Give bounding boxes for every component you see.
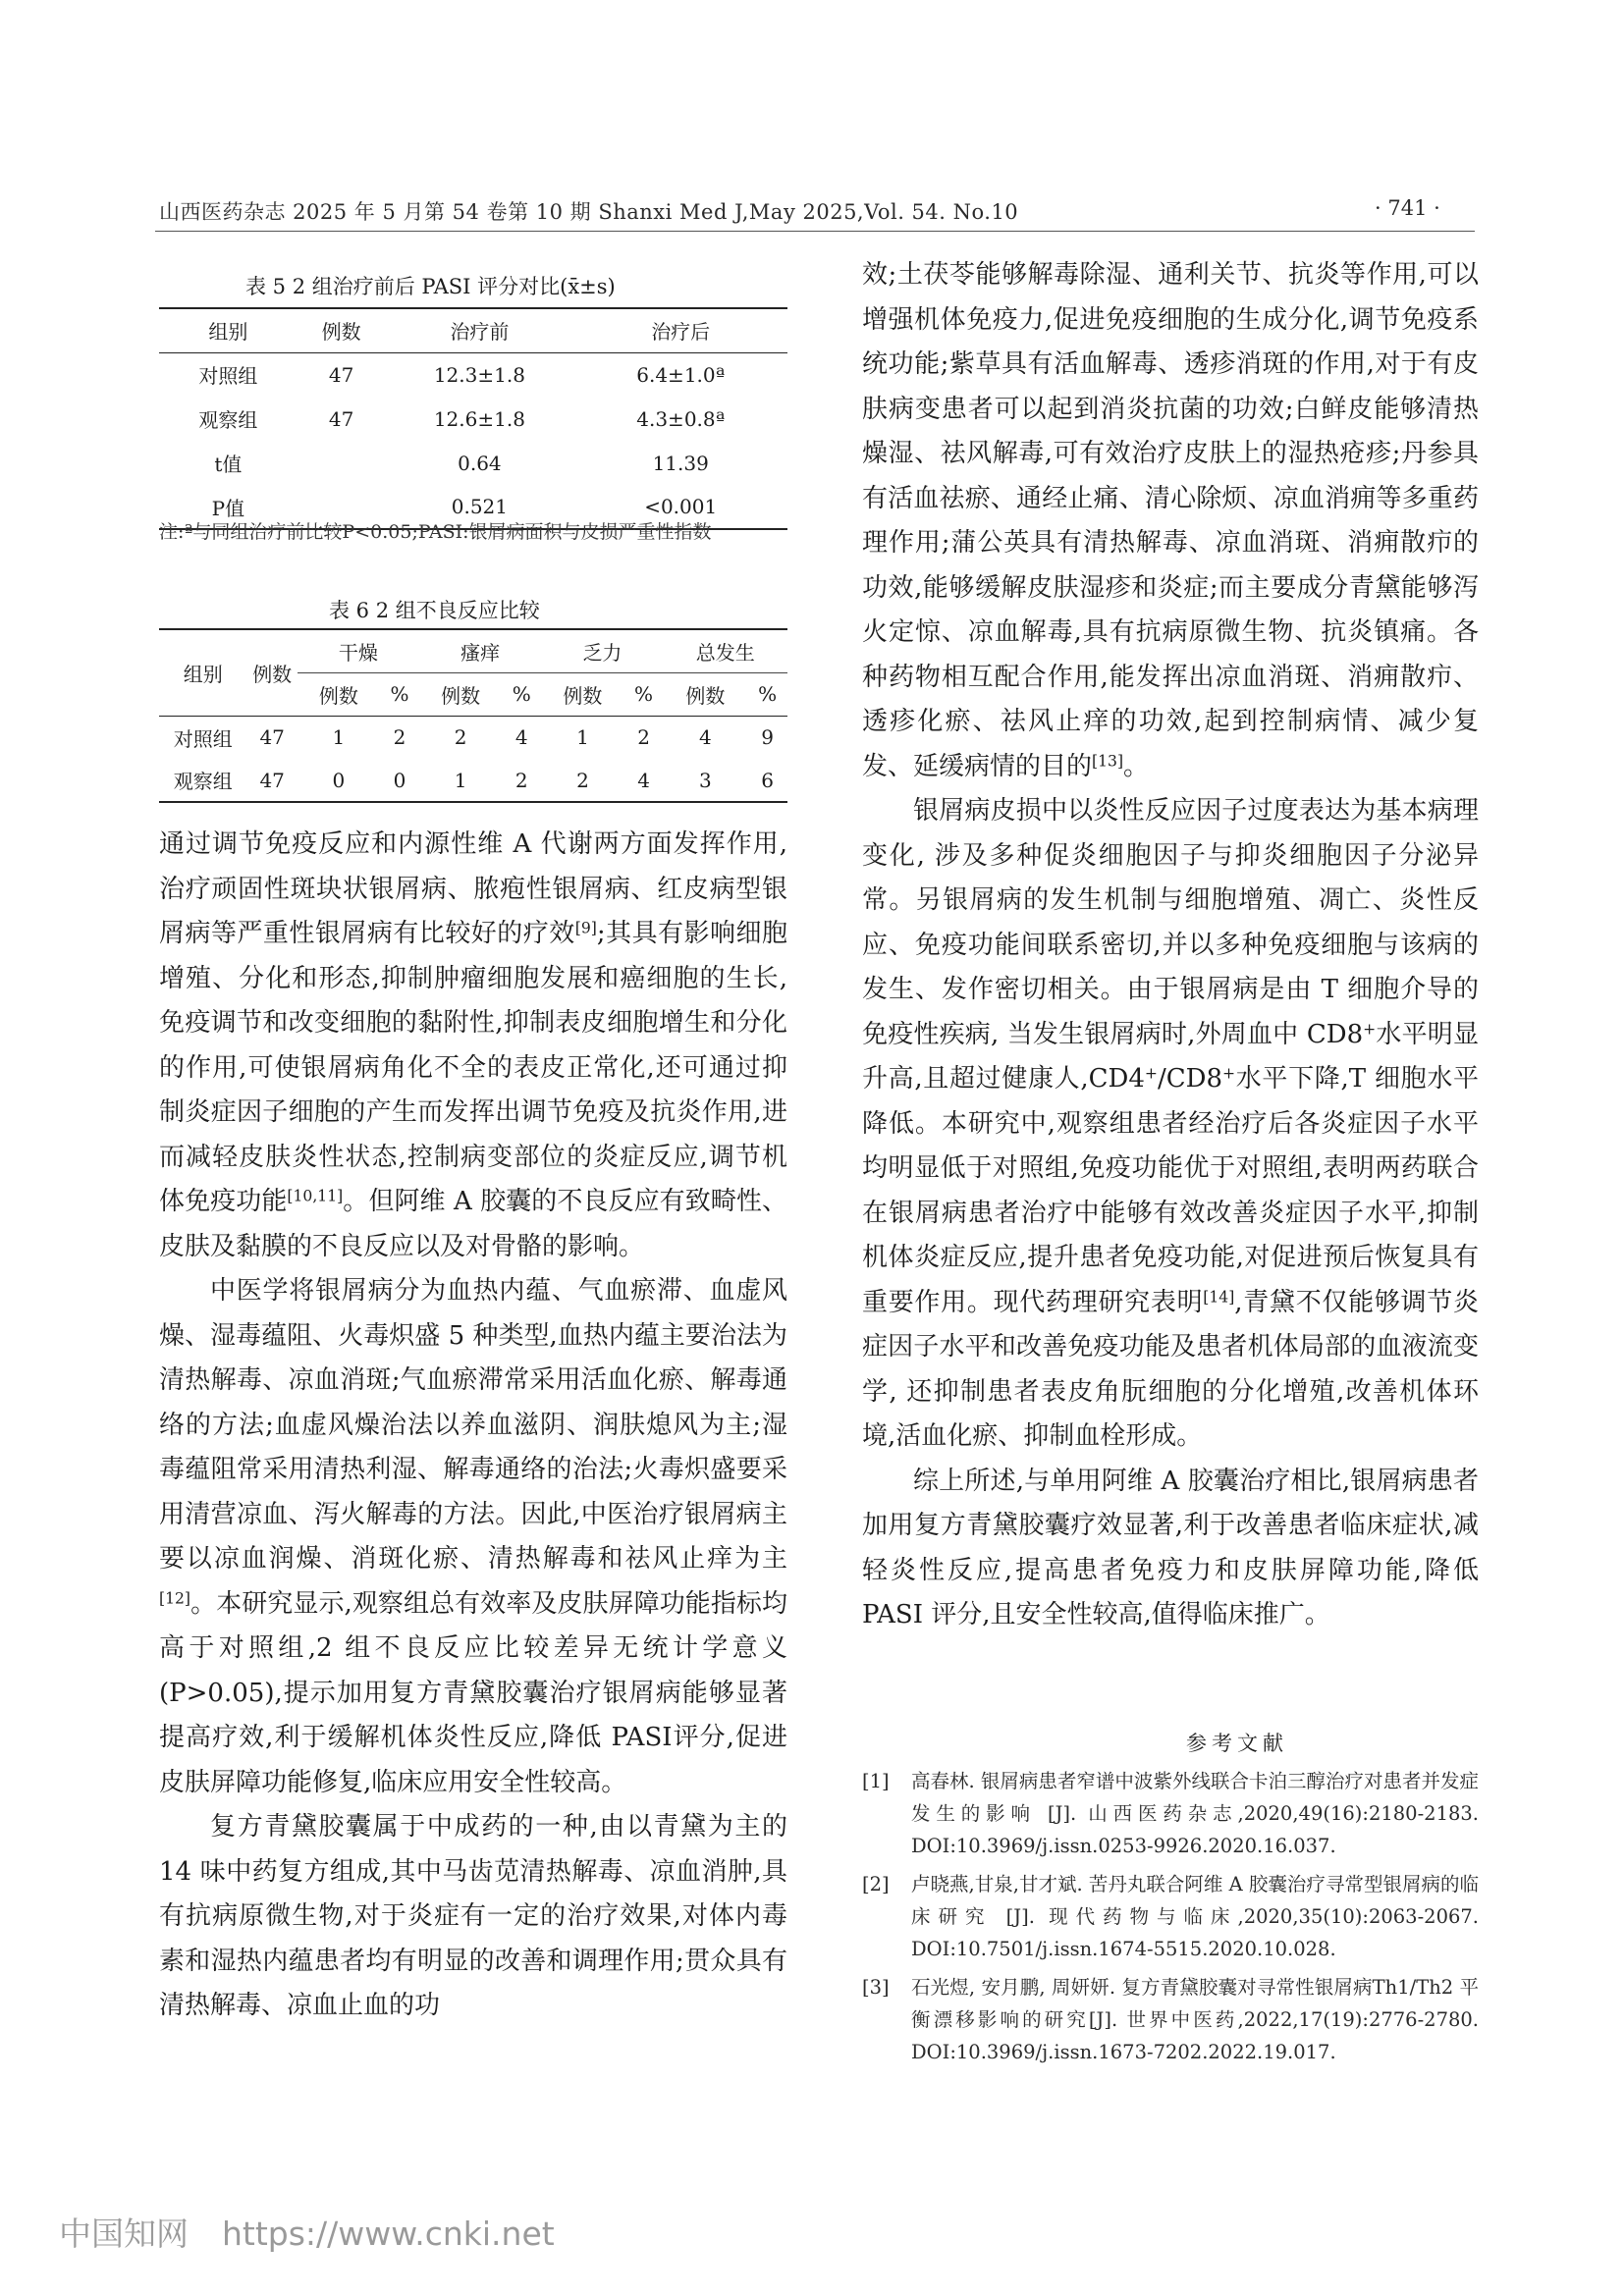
table6-subheader-cell: % <box>624 672 664 716</box>
table-cell: t值 <box>214 453 243 476</box>
body-paragraph <box>862 253 1479 789</box>
body-paragraph: 复方青黛胶囊属于中成药的一种,由以青黛为主的 14 味中药复方组成,其中马齿苋清热解毒、凉血消肿,具有抗病原微生物,对于炎症有一定的治疗效果,对体内毒素和湿热内蕴患者均有明显的改善和调理作用;贯众具有清热解毒、凉血止血的功 <box>159 1812 787 2020</box>
table6-subheader-cell: % <box>502 672 541 716</box>
table-cell: 47 <box>259 768 285 792</box>
text-run: 。但阿维 A 胶囊的不良反应有致畸性、皮肤及黏膜的不良反应以及对骨骼的影响。 <box>159 1187 787 1261</box>
table-cell: 0 <box>393 768 406 792</box>
table-cell: 2 <box>514 768 528 792</box>
table5-note: 注:ª与同组治疗前比较P<0.05;PASI:银屑病面积与皮损严重性指数 <box>159 521 712 543</box>
superscript: + <box>1363 1019 1377 1038</box>
text-run: 。本研究显示,观察组总有效率及皮肤屏障功能指标均高于对照组,2 组不良反应比较差异无统计学意义 (P>0.05),提示加用复方青黛胶囊治疗银屑病能够显著提高疗效,利于缓解机体炎性反应,降低 PASI评分,促进皮肤屏障功能修复,临床应用安全性较高。 <box>159 1588 787 1797</box>
text-run: 。 <box>1123 751 1150 781</box>
reference-text: 高春林. 银屑病患者窄谱中波紫外线联合卡泊三醇治疗对患者并发症发生的影响 [J]. 山西医药杂志,2020,49(16):2180-2183. DOI:10.3969/j.issn.0253-9926.2020.16.037. <box>911 1770 1479 1857</box>
table-row <box>159 759 787 802</box>
text-run: 银屑病皮损中以炎性反应因子过度表达为基本病理变化, 涉及多种促炎细胞因子与抑炎细胞因子分泌异常。另银屑病的发生机制与细胞增殖、凋亡、炎性反应、免疫功能间联系密切,并以多种免疫细胞与该病的发生、发作密切相关。由于银屑病是由 T 细胞介导的免疫性疾病, 当发生银屑病时,外周血中 CD8 <box>862 796 1479 1049</box>
table-cell: 对照组 <box>198 364 258 389</box>
table-cell: 9 <box>761 725 774 750</box>
table6-header-cell: 例数 <box>247 629 298 716</box>
citation: [12] <box>159 1588 191 1607</box>
table-cell: 0.64 <box>458 451 502 475</box>
table6-caption: 表 6 2 组不良反应比较 <box>329 599 540 622</box>
text-run: 效;土茯苓能够解毒除湿、通利关节、抗炎等作用,可以增强机体免疫力,促进免疫细胞的生成分化,调节免疫系统功能;紫草具有活血解毒、透疹消斑的作用,对于有皮肤病变患者可以起到消炎抗菌的功效;白鲜皮能够清热燥湿、祛风解毒,可有效治疗皮肤上的湿热疮疹;丹参具有活血祛瘀、通经止痛、清心除烦、凉血消痈等多重药理作用;蒲公英具有清热解毒、凉血消斑、消痈散疖的功效,能够缓解皮肤湿疹和炎症;而主要成分青黛能够泻火定惊、凉血解毒,具有抗病原微生物、抗炎镇痛。各种药物相互配合作用,能发挥出凉血消斑、消痈散疖、透疹化瘀、祛风止痒的功效,起到控制病情、减少复发、延缓病情的目的 <box>862 260 1479 781</box>
table-cell: 观察组 <box>173 770 233 793</box>
table-cell: 2 <box>454 725 467 750</box>
superscript: + <box>1144 1064 1158 1083</box>
citation: [9] <box>574 919 597 937</box>
table-cell: 11.39 <box>652 451 709 475</box>
table6-header-row <box>159 629 787 672</box>
table5-header-cell: 例数 <box>298 308 386 352</box>
table6-header-cell: 乏力 <box>541 629 663 672</box>
running-header: 山西医药杂志 2025 年 5 月第 54 卷第 10 期 Shanxi Med J,May 2025,Vol. 54. No.10 <box>159 200 1019 224</box>
text-run: 水平下降,T 细胞水平降低。本研究中,观察组患者经治疗后各炎症因子水平均明显低于对照组,免疫功能优于对照组,表明两药联合在银屑病患者治疗中能够有效改善炎症因子水平,抑制机体炎症反应,提升患者免疫功能,对促进预后恢复具有重要作用。现代药理研究表明 <box>862 1064 1480 1317</box>
references-list <box>862 1765 1479 2074</box>
table5 <box>159 307 787 530</box>
table5-header-row <box>159 308 787 352</box>
table-cell: 12.3±1.8 <box>433 362 525 387</box>
table-cell: 47 <box>328 406 354 431</box>
table-cell: 47 <box>259 725 285 750</box>
table-row <box>159 397 787 441</box>
table-cell <box>298 441 386 485</box>
table5-header-cell: 治疗后 <box>573 308 787 352</box>
reference-number: [3] <box>862 1976 890 1999</box>
table-cell: 47 <box>328 362 354 387</box>
page-number: · 741 · <box>1375 196 1440 220</box>
table-cell: 0 <box>332 768 346 792</box>
table-cell: 观察组 <box>198 408 258 432</box>
table-cell: 2 <box>393 725 406 750</box>
table-cell: 1 <box>576 725 589 750</box>
table5-header-cell: 组别 <box>159 308 298 352</box>
table6-header-cell: 干燥 <box>298 629 419 672</box>
text-run: 中医学将银屑病分为血热内蕴、气血瘀滞、血虚风燥、湿毒蕴阻、火毒炽盛 5 种类型,血热内蕴主要治法为清热解毒、凉血消斑;气血瘀滞常采用活血化瘀、解毒通络的方法;血虚风燥治法以养血滋阴、润肤熄风为主;湿毒蕴阻常采用清热利湿、解毒通络的治法;火毒炽盛要采用清营凉血、泻火解毒的方法。因此,中医治疗银屑病主要以凉血润燥、消斑化瘀、清热解毒和祛风止痒为主 <box>159 1276 787 1574</box>
body-paragraph <box>159 1269 787 1805</box>
table6 <box>159 628 787 803</box>
header-rule <box>155 231 1475 232</box>
table-row <box>159 352 787 397</box>
cnki-watermark <box>59 2209 588 2255</box>
citation: [10,11] <box>287 1187 344 1205</box>
table6-header-cell: 总发生 <box>664 629 787 672</box>
text-run: /CD8 <box>1157 1064 1222 1094</box>
table-cell: <0.001 <box>644 495 718 518</box>
table-cell: 12.6±1.8 <box>433 406 525 431</box>
table-cell: 4 <box>699 725 712 750</box>
text-run: 通过调节免疫反应和内源性维 A 代谢两方面发挥作用,治疗顽固性斑块状银屑病、脓疱性银屑病、红皮病型银屑病等严重性银屑病有比较好的疗效 <box>159 829 787 948</box>
watermark-brand: 中国知网 <box>59 2215 189 2253</box>
body-paragraph <box>862 789 1479 1460</box>
table5-header-cell: 治疗前 <box>385 308 573 352</box>
table-cell: 1 <box>332 725 346 750</box>
text-run: ,青黛不仅能够调节炎症因子水平和改善免疫功能及患者机体局部的血液流变学, 还抑制患者表皮角朊细胞的分化增殖,改善机体环境,活血化瘀、抑制血栓形成。 <box>862 1287 1479 1451</box>
table5-caption: 表 5 2 组治疗前后 PASI 评分对比(x̄±s) <box>245 275 616 298</box>
table-cell: 6 <box>761 768 774 792</box>
table-cell: 0.521 <box>451 495 509 518</box>
table6-header-cell: 瘙痒 <box>419 629 541 672</box>
references-title: 参考文献 <box>1186 1732 1288 1755</box>
table-row <box>159 441 787 485</box>
table-cell: 6.4±1.0ª <box>636 362 726 387</box>
table-cell: 3 <box>699 768 712 792</box>
reference-number: [1] <box>862 1770 890 1792</box>
table-row <box>159 716 787 759</box>
reference-item <box>862 1971 1479 2068</box>
watermark-url: https://www.cnki.net <box>222 2215 555 2253</box>
body-paragraph: 综上所述,与单用阿维 A 胶囊治疗相比,银屑病患者加用复方青黛胶囊疗效显著,利于改善患者临床症状,减轻炎性反应,提高患者免疫力和皮肤屏障功能,降低 PASI 评分,且安全性较高,值得临床推广。 <box>862 1466 1479 1629</box>
table-cell: 2 <box>637 725 650 750</box>
table6-header-cell: 组别 <box>159 629 247 716</box>
reference-number: [2] <box>862 1873 890 1896</box>
body-paragraph <box>159 823 787 1269</box>
citation: [14] <box>1203 1287 1235 1306</box>
table6-subheader-cell: 例数 <box>298 672 380 716</box>
table-cell: 2 <box>576 768 589 792</box>
right-column <box>862 253 1479 1638</box>
table6-subheader-cell: 例数 <box>419 672 502 716</box>
table6-subheader-cell: 例数 <box>541 672 623 716</box>
superscript: + <box>1222 1064 1236 1083</box>
reference-item <box>862 1868 1479 1965</box>
table-cell: 4.3±0.8ª <box>636 406 726 431</box>
table-cell: 4 <box>514 725 528 750</box>
reference-text: 石光煜, 安月鹏, 周妍妍. 复方青黛胶囊对寻常性银屑病Th1/Th2 平衡漂移影响的研究[J]. 世界中医药,2022,17(19):2776-2780. DOI:10.3969/j.issn.1673-7202.2022.19.017. <box>911 1976 1479 2063</box>
table6-subheader-cell: % <box>380 672 419 716</box>
reference-item <box>862 1765 1479 1862</box>
left-column <box>159 823 787 2029</box>
text-run: ;其具有影响细胞增殖、分化和形态,抑制肿瘤细胞发展和癌细胞的生长,免疫调节和改变细胞的黏附性,抑制表皮细胞增生和分化的作用,可使银屑病角化不全的表皮正常化,还可通过抑制炎症因子细胞的产生而发挥出调节免疫及抗炎作用,进而减轻皮肤炎性状态,控制病变部位的炎症反应,调节机体免疫功能 <box>159 919 787 1216</box>
table6-subheader-cell: % <box>747 672 787 716</box>
citation: [13] <box>1092 751 1124 770</box>
table-cell: P值 <box>211 496 245 520</box>
table-cell: 1 <box>454 768 467 792</box>
table6-subheader-cell: 例数 <box>664 672 748 716</box>
reference-text: 卢晓燕,甘泉,甘才斌. 苦丹丸联合阿维 A 胶囊治疗寻常型银屑病的临床研究 [J]. 现代药物与临床,2020,35(10):2063-2067. DOI:10.7501/j.issn.1674-5515.2020.10.028. <box>911 1873 1479 1960</box>
table-cell: 4 <box>637 768 650 792</box>
text-run: 水平明显升高,且超过健康人,CD4 <box>862 1019 1479 1094</box>
table-cell: 对照组 <box>173 726 233 751</box>
